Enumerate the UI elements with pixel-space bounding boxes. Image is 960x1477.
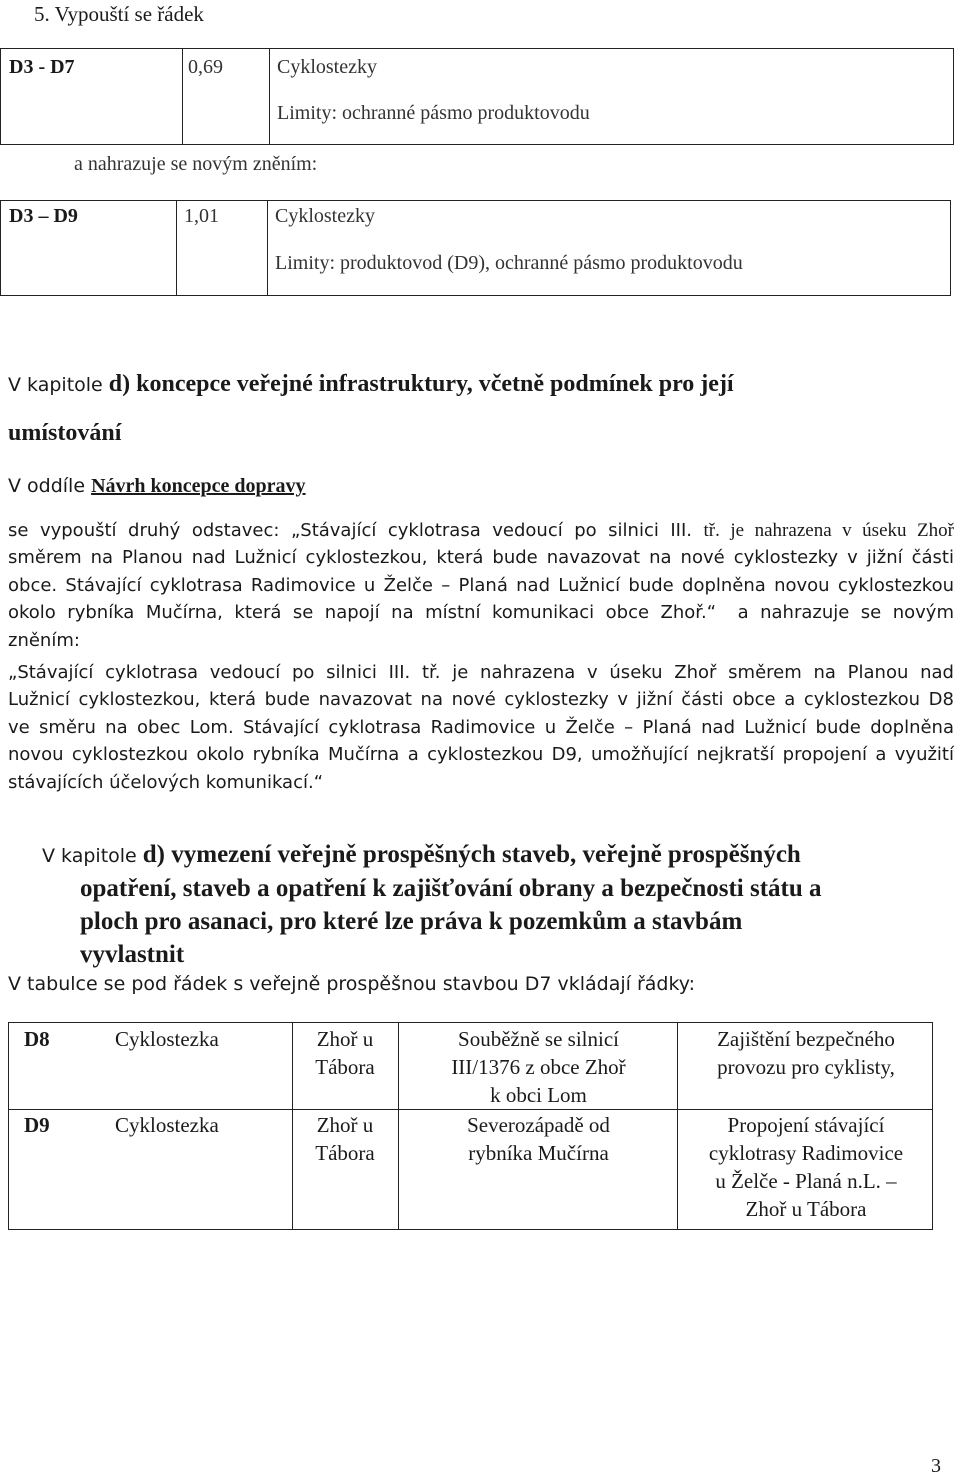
table-new-frame bbox=[0, 200, 951, 296]
vps-row-d8-purpose-1: Zajištění bezpečného bbox=[717, 1027, 895, 1051]
table-new-code: D3 – D9 bbox=[9, 205, 78, 227]
chapter-vps-heading-line2: opatření, staveb a opatření k zajišťování obrany a bezpečnosti státu a bbox=[80, 875, 822, 902]
table-new-area: 1,01 bbox=[184, 205, 219, 227]
chapter-infra-heading-line1 bbox=[8, 368, 734, 401]
table-old-area: 0,69 bbox=[188, 56, 223, 78]
vps-row-d8-place-2: Tábora bbox=[315, 1055, 375, 1079]
deleted-line-4-text: okolo rybníka Mučírna, která se napojí na místní komunikaci obce Zhoř.“ bbox=[8, 602, 717, 624]
chapter-vps-heading-line4: vyvlastnit bbox=[80, 941, 185, 968]
deleted-line-5: zněním: bbox=[8, 629, 80, 651]
vps-row-d8-location-3: k obci Lom bbox=[490, 1083, 587, 1107]
new-paragraph bbox=[8, 659, 954, 796]
vps-row-d9-purpose-1: Propojení stávající bbox=[727, 1113, 885, 1137]
vps-row-d9-place-2: Tábora bbox=[315, 1141, 375, 1165]
vps-table-col-divider-2 bbox=[398, 1022, 399, 1230]
page-number: 3 bbox=[931, 1455, 941, 1477]
table-new-limits: Limity: produktovod (D9), ochranné pásmo produktovodu bbox=[275, 252, 743, 274]
new-line-1-quote: „Stávající cyklotrasa vedoucí po silnici III. bbox=[8, 662, 422, 683]
deleted-paragraph bbox=[8, 517, 954, 654]
new-line-1 bbox=[8, 659, 954, 686]
new-line-2: Lužnicí cyklostezkou, která bude navazovat na nové cyklostezky v jižní části obce a cyklostezkou D8 bbox=[8, 689, 954, 711]
chapter-vps-heading-line3: ploch pro asanaci, pro které lze práva k pozemkům a stavbám bbox=[80, 908, 743, 935]
deleted-line-3: obce. Stávající cyklotrasa Radimovice u Želče – Planá nad Lužnicí bude doplněna novou cyklostezkou bbox=[8, 574, 954, 596]
deleted-line-4-tail: a nahrazuje se novým bbox=[737, 602, 954, 624]
section-heading: 5. Vypouští se řádek bbox=[34, 2, 204, 26]
vps-row-d8-purpose-2: provozu pro cyklisty, bbox=[717, 1055, 895, 1079]
vps-row-d8-location-1: Souběžně se silnicí bbox=[458, 1027, 619, 1051]
new-line-3: ve směru na obec Lom. Stávající cyklotrasa Radimovice u Želče – Planá nad Lužnicí bude doplněna bbox=[8, 716, 954, 738]
vps-row-d8-type: Cyklostezka bbox=[115, 1027, 219, 1051]
new-line-4: novou cyklostezkou okolo rybníka Mučírna a cyklostezkou D9, umožňující nejkratší propojení a využití bbox=[8, 744, 954, 766]
table-old-code: D3 - D7 bbox=[9, 56, 75, 78]
new-line-5: stávajících účelových komunikací.“ bbox=[8, 771, 324, 793]
section-line-link: Návrh koncepce dopravy bbox=[91, 475, 306, 497]
deleted-line-2: směrem na Planou nad Lužnicí cyklostezkou, která bude navazovat na nové cyklostezky v jižní části bbox=[8, 547, 954, 569]
table-new-divider-2 bbox=[267, 200, 268, 296]
chapter-infra-prefix: V kapitole bbox=[8, 374, 109, 396]
table-old-frame bbox=[0, 48, 954, 145]
table-old-divider-1 bbox=[182, 48, 183, 145]
deleted-line-1-lead: se vypouští druhý odstavec: bbox=[8, 520, 291, 541]
table-old-name: Cyklostezky bbox=[277, 56, 377, 78]
vps-row-d9-location-2: rybníka Mučírna bbox=[468, 1141, 609, 1165]
chapter-vps-heading-line1 bbox=[42, 838, 801, 873]
table-old-limits: Limity: ochranné pásmo produktovodu bbox=[277, 102, 590, 124]
vps-row-d8-location-2: III/1376 z obce Zhoř bbox=[451, 1055, 626, 1079]
vps-table-col-divider-3 bbox=[677, 1022, 678, 1230]
chapter-vps-prefix: V kapitole bbox=[42, 845, 143, 867]
table-intro: V tabulce se pod řádek s veřejně prospěšnou stavbou D7 vkládají řádky: bbox=[8, 973, 696, 995]
vps-row-d9-code: D9 bbox=[24, 1113, 50, 1137]
replace-line: a nahrazuje se novým zněním: bbox=[74, 153, 318, 175]
deleted-line-1-tail: tř. je nahrazena v úseku Zhoř bbox=[703, 520, 954, 541]
vps-row-d9-type: Cyklostezka bbox=[115, 1113, 219, 1137]
vps-row-d9-location-1: Severozápadě od bbox=[467, 1113, 610, 1137]
vps-row-d9-purpose-3: u Želče - Planá n.L. – bbox=[715, 1169, 897, 1193]
vps-row-d8-place-1: Zhoř u bbox=[316, 1027, 374, 1051]
vps-row-d8-code: D8 bbox=[24, 1027, 50, 1051]
deleted-line-4 bbox=[8, 599, 954, 626]
section-line bbox=[8, 472, 306, 501]
table-new-divider-1 bbox=[176, 200, 177, 296]
chapter-vps-title: d) vymezení veřejně prospěšných staveb, veřejně prospěšných bbox=[142, 841, 801, 868]
vps-row-d9-purpose-2: cyklotrasy Radimovice bbox=[708, 1141, 904, 1165]
vps-row-d9-place-1: Zhoř u bbox=[316, 1113, 374, 1137]
chapter-infra-title: d) koncepce veřejné infrastruktury, včetně podmínek pro její bbox=[108, 371, 734, 397]
deleted-line-1 bbox=[8, 517, 954, 544]
table-new-name: Cyklostezky bbox=[275, 205, 375, 227]
deleted-line-1-quote: „Stávající cyklotrasa vedoucí po silnici III. bbox=[290, 520, 704, 541]
chapter-infra-heading-line2: umístování bbox=[8, 420, 122, 446]
table-old-divider-2 bbox=[269, 48, 270, 145]
vps-row-d9-purpose-4: Zhoř u Tábora bbox=[745, 1197, 867, 1221]
section-line-prefix: V oddíle bbox=[8, 475, 92, 497]
new-line-1-rest: tř. je nahrazena v úseku Zhoř směrem na Planou nad bbox=[421, 662, 954, 683]
